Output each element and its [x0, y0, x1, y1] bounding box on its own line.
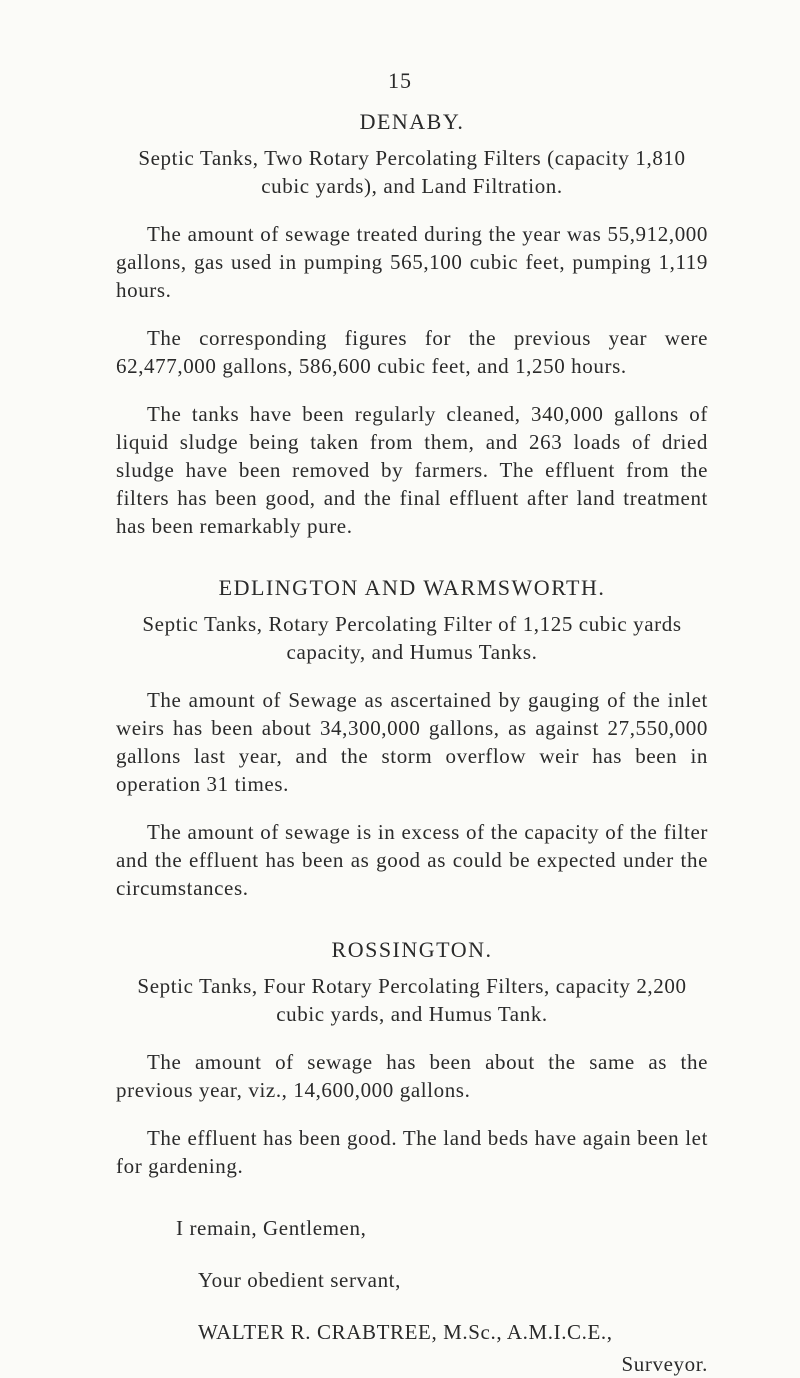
- section-edlington-warmsworth: [116, 574, 708, 902]
- closing-salutation: I remain, Gentlemen,: [176, 1216, 367, 1240]
- paragraph: The amount of Sewage as ascertained by gauging of the inlet weirs has been about 34,300,000 gallons, as against 27,550,000 gallons last year, and the storm overflow weir has been in operation 31 times.: [116, 688, 708, 796]
- paragraph: The effluent has been good. The land beds have again been let for gardening.: [116, 1126, 708, 1178]
- page-number: 15: [388, 68, 412, 93]
- section-rossington: [116, 936, 708, 1180]
- section-heading: DENABY.: [359, 109, 465, 134]
- section-heading: ROSSINGTON.: [331, 937, 493, 962]
- section-subtitle: Septic Tanks, Four Rotary Percolating Filters, capacity 2,200 cubic yards, and Humus Tank.: [137, 974, 687, 1026]
- paragraph: The amount of sewage has been about the same as the previous year, viz., 14,600,000 gallons.: [116, 1050, 708, 1102]
- signatory-title: Surveyor.: [621, 1352, 708, 1376]
- signature: WALTER R. CRABTREE, M.Sc., A.M.I.C.E.,: [198, 1320, 613, 1344]
- section-heading: EDLINGTON AND WARMSWORTH.: [218, 575, 606, 600]
- section-subtitle: Septic Tanks, Two Rotary Percolating Filters (capacity 1,810 cubic yards), and Land Filtration.: [138, 146, 686, 198]
- report-body: [116, 108, 708, 1378]
- section-subtitle: Septic Tanks, Rotary Percolating Filter of 1,125 cubic yards capacity, and Humus Tanks.: [142, 612, 682, 664]
- closing-block: [116, 1214, 708, 1378]
- paragraph: The tanks have been regularly cleaned, 340,000 gallons of liquid sludge being taken from them, and 263 loads of dried sludge have been removed by farmers. The effluent from the filters has been good, and the final effluent after land treatment has been remarkably pure.: [116, 402, 708, 538]
- paragraph: The amount of sewage is in excess of the capacity of the filter and the effluent has been as good as could be expected under the circumstances.: [116, 820, 708, 900]
- closing-valediction: Your obedient servant,: [198, 1268, 401, 1292]
- paragraph: The amount of sewage treated during the year was 55,912,000 gallons, gas used in pumping 565,100 cubic feet, pumping 1,119 hours.: [116, 222, 708, 302]
- paragraph: The corresponding figures for the previous year were 62,477,000 gallons, 586,600 cubic feet, and 1,250 hours.: [116, 326, 708, 378]
- section-denaby: [116, 108, 708, 540]
